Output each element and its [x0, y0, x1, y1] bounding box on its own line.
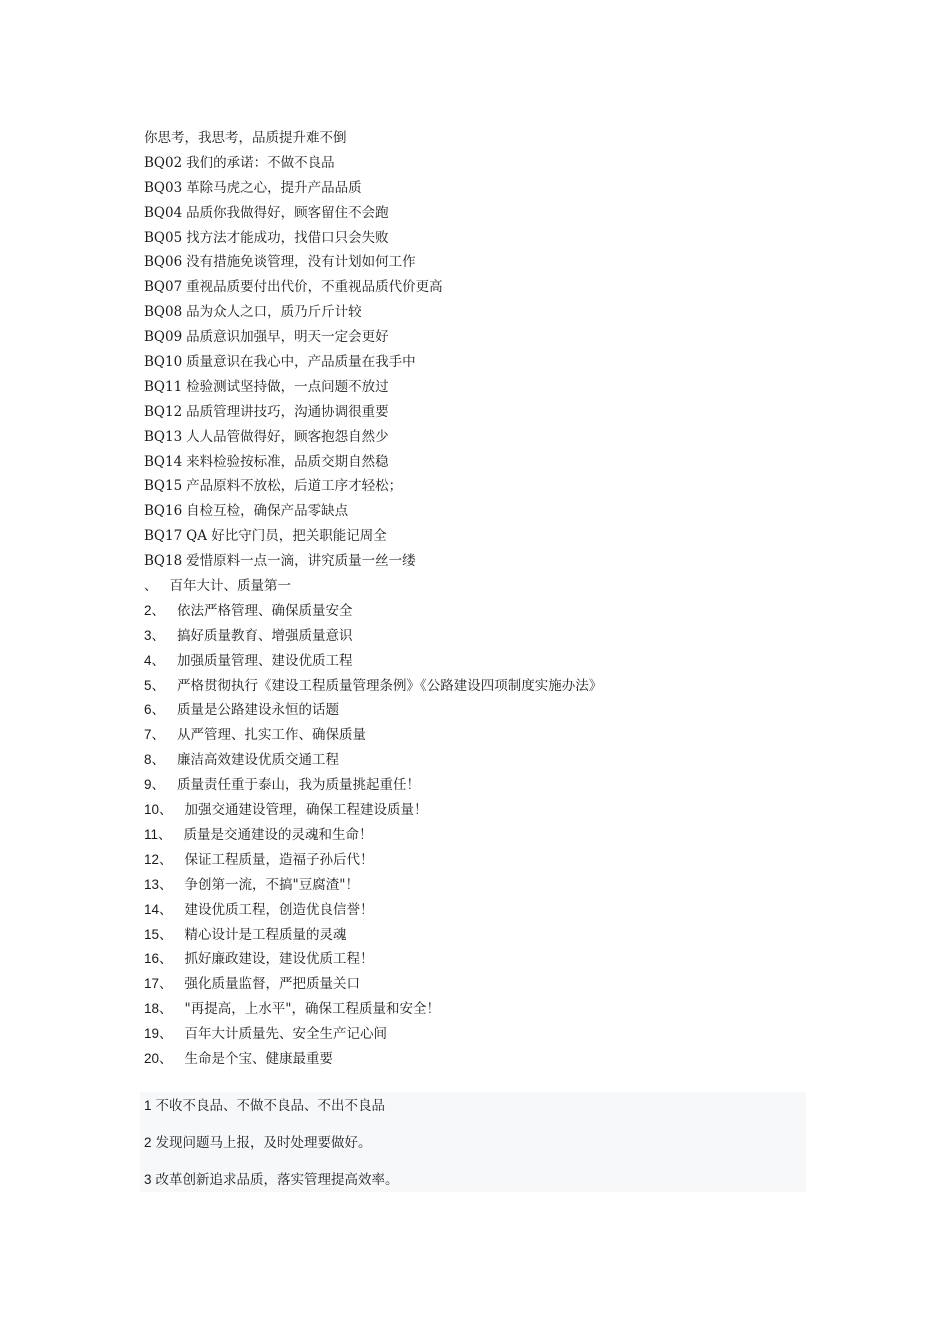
slogan-line [144, 848, 824, 873]
slogan-number: BQ08 [144, 304, 183, 321]
slogan-text: 自检互检，确保产品零缺点 [186, 503, 349, 520]
slogan-number: BQ18 [144, 553, 183, 570]
slogan-line [144, 325, 824, 350]
slogan-text: 品质意识加强早，明天一定会更好 [186, 329, 389, 346]
slogan-line [144, 723, 824, 748]
slogan-text: "再提高，上水平"，确保工程质量和安全！ [184, 1001, 440, 1018]
slogan-number: BQ03 [144, 179, 183, 196]
slogan-number: 11、 [144, 826, 172, 842]
slogan-number: BQ05 [144, 229, 183, 246]
slogan-text: 质量是公路建设永恒的话题 [177, 702, 340, 719]
slogan-line [144, 176, 824, 201]
slogan-line [144, 474, 824, 499]
slogan-text: 我们的承诺：不做不良品 [186, 154, 335, 171]
slogan-number: 7、 [144, 727, 166, 743]
slogan-line [144, 972, 824, 997]
slogan-text: 质量责任重于泰山，我为质量挑起重任！ [177, 777, 421, 794]
slogan-line [144, 823, 824, 848]
slogan-number: 13、 [144, 876, 173, 892]
slogan-text: 爱惜原料一点一滴，讲究质量一丝一缕 [186, 553, 416, 570]
slogan-line [144, 649, 824, 674]
slogan-text: 品为众人之口，质乃斤斤计较 [186, 304, 362, 321]
slogan-line [144, 151, 824, 176]
slogan-text: 重视品质要付出代价，不重视品质代价更高 [186, 279, 443, 296]
slogan-line [144, 549, 824, 574]
slogan-number: BQ17 [144, 528, 183, 545]
slogan-line [144, 574, 824, 599]
slogan-line [144, 250, 824, 275]
slogan-number: 5、 [144, 677, 166, 693]
slogan-line [144, 624, 824, 649]
slogan-line [144, 300, 824, 325]
slogan-number: BQ06 [144, 254, 183, 271]
slogan-number: 、 [144, 578, 158, 595]
slogan-text: QA 好比守门员，把关职能记周全 [186, 528, 387, 545]
slogan-number: BQ15 [144, 478, 183, 495]
slogan-number: 17、 [144, 976, 173, 992]
slogan-line [144, 599, 824, 624]
slogan-text: 品质你我做得好，顾客留住不会跑 [186, 204, 389, 221]
slogan-line [144, 873, 824, 898]
slogan-number: 4、 [144, 652, 166, 668]
slogan-line [144, 748, 824, 773]
slogan-number: 18、 [144, 1001, 173, 1017]
slogan-text: 建设优质工程，创造优良信誉！ [184, 901, 374, 918]
slogan-line [144, 400, 824, 425]
shaded-slogan-number: 2 [144, 1135, 152, 1150]
slogan-line [144, 947, 824, 972]
shaded-slogan-line [144, 1169, 399, 1191]
slogan-line [144, 1022, 824, 1047]
shaded-slogan-number: 3 [144, 1172, 152, 1187]
slogan-number: BQ11 [144, 378, 183, 395]
slogan-number: 10、 [144, 802, 173, 818]
slogan-text: 质量是交通建设的灵魂和生命！ [183, 826, 373, 843]
slogan-text: 革除马虎之心，提升产品品质 [186, 179, 362, 196]
slogan-text: 生命是个宝、健康最重要 [184, 1050, 334, 1067]
slogan-number: 2、 [144, 602, 166, 618]
slogan-text: 检验测试坚持做，一点问题不放过 [186, 378, 389, 395]
slogan-number: 15、 [144, 926, 173, 942]
shaded-slogan-text: 发现问题马上报，及时处理要做好。 [155, 1135, 372, 1151]
slogan-line [144, 499, 824, 524]
slogan-text: 严格贯彻执行《建设工程质量管理条例》《公路建设四项制度实施办法》 [177, 677, 603, 694]
slogan-number: BQ09 [144, 329, 183, 346]
slogan-line [144, 674, 824, 699]
slogan-number: 8、 [144, 752, 166, 768]
slogan-number: BQ14 [144, 453, 183, 470]
slogan-text: 你思考，我思考，品质提升难不倒 [144, 130, 347, 146]
shaded-slogan-text: 不收不良品、不做不良品、不出不良品 [155, 1098, 386, 1114]
slogan-line [144, 524, 824, 549]
slogan-text: 人人品管做得好，顾客抱怨自然少 [186, 428, 389, 445]
slogan-text: 品质管理讲技巧，沟通协调很重要 [186, 403, 389, 420]
slogan-list [144, 126, 824, 1072]
slogan-text: 百年大计、质量第一 [169, 578, 291, 595]
shaded-slogan-line [144, 1132, 372, 1154]
slogan-number: 12、 [144, 851, 173, 867]
slogan-number: 14、 [144, 901, 173, 917]
slogan-text: 加强质量管理、建设优质工程 [177, 652, 353, 669]
slogan-line [144, 997, 824, 1022]
slogan-line [144, 898, 824, 923]
slogan-text: 搞好质量教育、增强质量意识 [177, 627, 353, 644]
slogan-number: BQ04 [144, 204, 183, 221]
slogan-line [144, 425, 824, 450]
slogan-number: 3、 [144, 627, 166, 643]
slogan-line [144, 698, 824, 723]
slogan-number: 6、 [144, 702, 166, 718]
shaded-slogan-number: 1 [144, 1098, 152, 1113]
slogan-number: BQ13 [144, 428, 183, 445]
slogan-text: 找方法才能成功，找借口只会失败 [186, 229, 389, 246]
slogan-text: 产品原料不放松，后道工序才轻松； [186, 478, 403, 495]
slogan-text: 争创第一流，不搞"豆腐渣"！ [184, 876, 359, 893]
slogan-text: 没有措施免谈管理，没有计划如何工作 [186, 254, 416, 271]
slogan-line [144, 798, 824, 823]
shaded-slogan-text: 改革创新追求品质，落实管理提高效率。 [155, 1172, 399, 1188]
slogan-number: 20、 [144, 1050, 173, 1066]
slogan-line [144, 773, 824, 798]
slogan-number: 16、 [144, 951, 173, 967]
slogan-line [144, 126, 824, 151]
slogan-text: 百年大计质量先、安全生产记心间 [184, 1026, 388, 1043]
slogan-text: 从严管理、扎实工作、确保质量 [177, 727, 367, 744]
slogan-text: 廉洁高效建设优质交通工程 [177, 752, 340, 769]
slogan-line [144, 375, 824, 400]
slogan-text: 强化质量监督，严把质量关口 [184, 976, 361, 993]
slogan-number: BQ12 [144, 403, 183, 420]
slogan-text: 依法严格管理、确保质量安全 [177, 602, 353, 619]
slogan-text: 抓好廉政建设，建设优质工程！ [184, 951, 374, 968]
slogan-line [144, 1047, 824, 1072]
shaded-slogan-line [144, 1095, 385, 1117]
slogan-line [144, 923, 824, 948]
slogan-number: BQ02 [144, 154, 183, 171]
slogan-line [144, 226, 824, 251]
slogan-line [144, 350, 824, 375]
slogan-line [144, 201, 824, 226]
slogan-number: 9、 [144, 777, 166, 793]
slogan-number: BQ10 [144, 354, 183, 371]
slogan-text: 保证工程质量，造福子孙后代！ [184, 851, 374, 868]
shaded-slogan-block [140, 1092, 806, 1192]
slogan-text: 质量意识在我心中，产品质量在我手中 [186, 354, 416, 371]
slogan-number: BQ07 [144, 279, 183, 296]
slogan-number: 19、 [144, 1026, 173, 1042]
slogan-text: 加强交通建设管理，确保工程建设质量！ [184, 802, 428, 819]
slogan-line [144, 450, 824, 475]
slogan-line [144, 275, 824, 300]
slogan-text: 精心设计是工程质量的灵魂 [184, 926, 347, 943]
slogan-text: 来料检验按标准，品质交期自然稳 [186, 453, 389, 470]
slogan-number: BQ16 [144, 503, 183, 520]
